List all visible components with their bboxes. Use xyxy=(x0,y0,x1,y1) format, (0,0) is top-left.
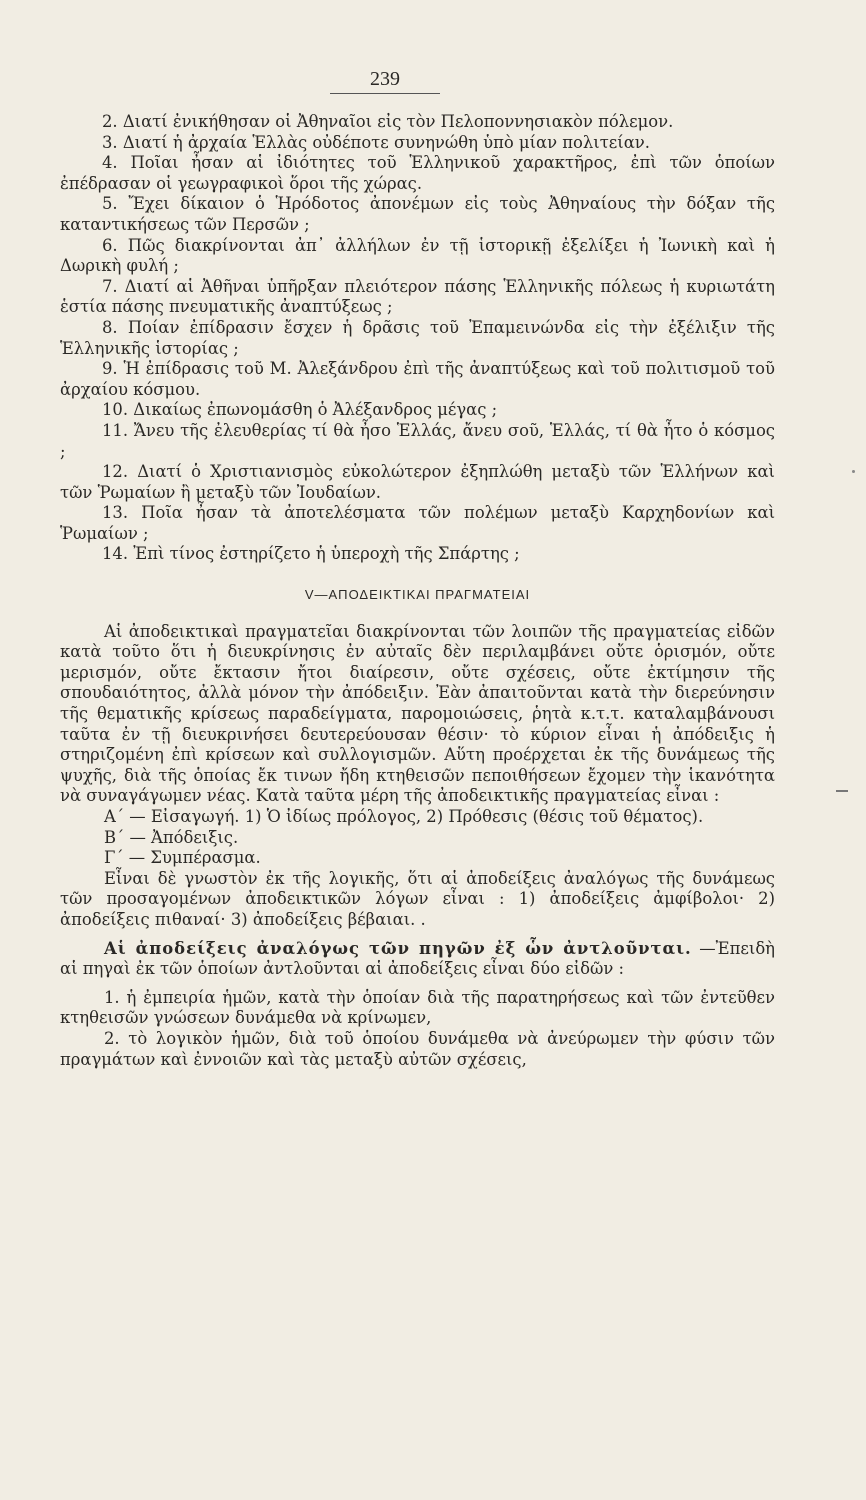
question-item: 4. Ποῖαι ἦσαν αἱ ἰδιότητες τοῦ Ἑλληνικοῦ χαρακτῆρος, ἐπὶ τῶν ὁποίων ἐπέδρασαν οἱ γεωγραφικοὶ ὅροι τῆς χώρας. xyxy=(60,153,775,193)
margin-dot xyxy=(852,470,855,473)
question-item: 9. Ἡ ἐπίδρασις τοῦ Μ. Ἀλεξάνδρου ἐπὶ τῆς ἀναπτύξεως καὶ τοῦ πολιτισμοῦ τοῦ ἀρχαίου κόσμου. xyxy=(60,359,775,399)
paragraph-intro: Αἱ ἀποδεικτικαὶ πραγματεῖαι διακρίνονται τῶν λοιπῶν τῆς πραγματείας εἰδῶν κατὰ τοῦτο ὅτι ἡ διευκρίνησις ἐν αὐταῖς δὲν περιλαμβάνει οὔτε ὁρισμόν, οὔτε μερισμόν, οὔτε ἔκτασιν ἤτοι διαίρεσιν, οὔτε σχέσεις, οὔτε ἐκτίμησιν τῆς σπουδαιότητος, ἀλλὰ μόνον τὴν ἀπόδειξιν. Ἐὰν ἀπαιτοῦνται κατὰ τὴν διερεύνησιν τῆς θεματικῆς κρίσεως παραδείγματα, παρομοιώσεις, ῥητὰ κ.τ.τ. καταλαμβάνουσι ταῦτα ἐν τῇ διευκρινήσει δευτερεύουσαν θέσιν· τὸ κύριον εἶναι ἡ ἀπόδειξις ἡ στηριζομένη ἐπὶ κρίσεων καὶ συλλογισμῶν. Αὕτη προέρχεται ἐκ τῆς δυνάμεως τῆς ψυχῆς, διὰ τῆς ὁποίας ἔκ τινων ἤδη κτηθεισῶν πεποιθήσεων ἔχομεν τὴν ἱκανότητα νὰ συναγάγωμεν νέας. Κατὰ ταῦτα μέρη τῆς ἀποδεικτικῆς πραγματείας εἶναι : xyxy=(60,621,775,806)
source-item: 2. τὸ λογικὸν ἡμῶν, διὰ τοῦ ὁποίου δυνάμεθα νὰ ἀνεύρωμεν τὴν φύσιν τῶν πραγμάτων καὶ ἐννοιῶν καὶ τὰς μεταξὺ αὐτῶν σχέσεις, xyxy=(60,1028,775,1069)
question-item: 8. Ποίαν ἐπίδρασιν ἔσχεν ἡ δρᾶσις τοῦ Ἐπαμεινώνδα εἰς τὴν ἐξέλιξιν τῆς Ἑλληνικῆς ἱστορίας ; xyxy=(60,317,775,358)
part-item: Γ΄ — Συμπέρασμα. xyxy=(104,848,261,868)
question-item: 13. Ποῖα ἦσαν τὰ ἀποτελέσματα τῶν πολέμων μεταξὺ Καρχηδονίων καὶ Ῥωμαίων ; xyxy=(60,503,775,543)
bold-subheading: Αἱ ἀποδείξεις ἀναλόγως τῶν πηγῶν ἐξ ὧν ἀντλοῦνται. xyxy=(104,938,692,958)
question-item: 6. Πῶς διακρίνονται ἀπ᾿ ἀλλήλων ἐν τῇ ἱστορικῇ ἐξελίξει ἡ Ἰωνικὴ καὶ ἡ Δωρικὴ φυλή ; xyxy=(60,235,775,276)
spacer xyxy=(60,980,775,988)
question-item: 3. Διατί ἡ ἀρχαία Ἑλλὰς οὐδέποτε συνηνώθη ὑπὸ μίαν πολιτείαν. xyxy=(102,132,650,152)
paragraph-proof-types: Εἶναι δὲ γνωστὸν ἐκ τῆς λογικῆς, ὅτι αἱ ἀποδείξεις ἀναλόγως τῆς δυνάμεως τῶν προσαγομένων ἀποδεικτικῶν λόγων εἶναι : 1) ἀποδείξεις ἀμφίβολοι· 2) ἀποδείξεις πιθαναί· 3) ἀποδείξεις βέβαιαι. . xyxy=(60,868,775,929)
question-item: 7. Διατί αἱ Ἀθῆναι ὑπῆρξαν πλειότερον πάσης Ἑλληνικῆς πόλεως ἡ κυριωτάτη ἑστία πάσης πνευματικῆς ἀναπτύξεως ; xyxy=(60,276,775,317)
section-heading: V—ΑΠΟΔΕΙΚΤΙΚΑΙ ΠΡΑΓΜΑΤΕΙΑΙ xyxy=(304,587,531,603)
margin-mark xyxy=(836,790,848,792)
question-item: 10. Δικαίως ἐπωνομάσθη ὁ Ἀλέξανδρος μέγας ; xyxy=(102,400,498,420)
spacer xyxy=(60,931,775,939)
paragraph-sources-text: —Ἐπειδὴ αἱ πηγαὶ ἐκ τῶν ὁποίων ἀντλοῦνται αἱ ἀποδείξεις εἶναι δύο εἰδῶν : xyxy=(60,938,776,979)
sources-list xyxy=(60,988,775,1070)
question-item: 14. Ἐπὶ τίνος ἐστηρίζετο ἡ ὑπεροχὴ τῆς Σπάρτης ; xyxy=(102,544,520,564)
page-content xyxy=(60,112,775,1070)
paragraph-sources xyxy=(60,939,775,980)
source-item: 1. ἡ ἐμπειρία ἡμῶν, κατὰ τὴν ὁποίαν διὰ τῆς παρατηρήσεως καὶ τῶν ἐντεῦθεν κτηθεισῶν γνώσεων δυνάμεθα νὰ κρίνωμεν, xyxy=(60,987,775,1028)
question-item: 5. Ἔχει δίκαιον ὁ Ἡρόδοτος ἀπονέμων εἰς τοὺς Ἀθηναίους τὴν δόξαν τῆς καταντικήσεως τῶν Περσῶν ; xyxy=(60,194,775,234)
part-item: Β΄ — Ἀπόδειξις. xyxy=(104,827,239,847)
question-list xyxy=(60,112,775,565)
part-item: Α΄ — Εἰσαγωγή. 1) Ὁ ἰδίως πρόλογος, 2) Πρόθεσις (θέσις τοῦ θέματος). xyxy=(104,807,704,826)
page-number: 239 xyxy=(330,68,440,94)
question-item: 2. Διατί ἐνικήθησαν οἱ Ἀθηναῖοι εἰς τὸν Πελοποννησιακὸν πόλεμον. xyxy=(102,112,674,131)
parts-list xyxy=(60,807,775,869)
question-item: 12. Διατί ὁ Χριστιανισμὸς εὐκολώτερον ἐξηπλώθη μεταξὺ τῶν Ἑλλήνων καὶ τῶν Ῥωμαίων ἢ μεταξὺ τῶν Ἰουδαίων. xyxy=(60,462,775,502)
question-item: 11. Ἄνευ τῆς ἐλευθερίας τί θὰ ἦσο Ἑλλάς, ἄνευ σοῦ, Ἑλλάς, τί θὰ ἦτο ὁ κόσμος ; xyxy=(60,420,775,461)
